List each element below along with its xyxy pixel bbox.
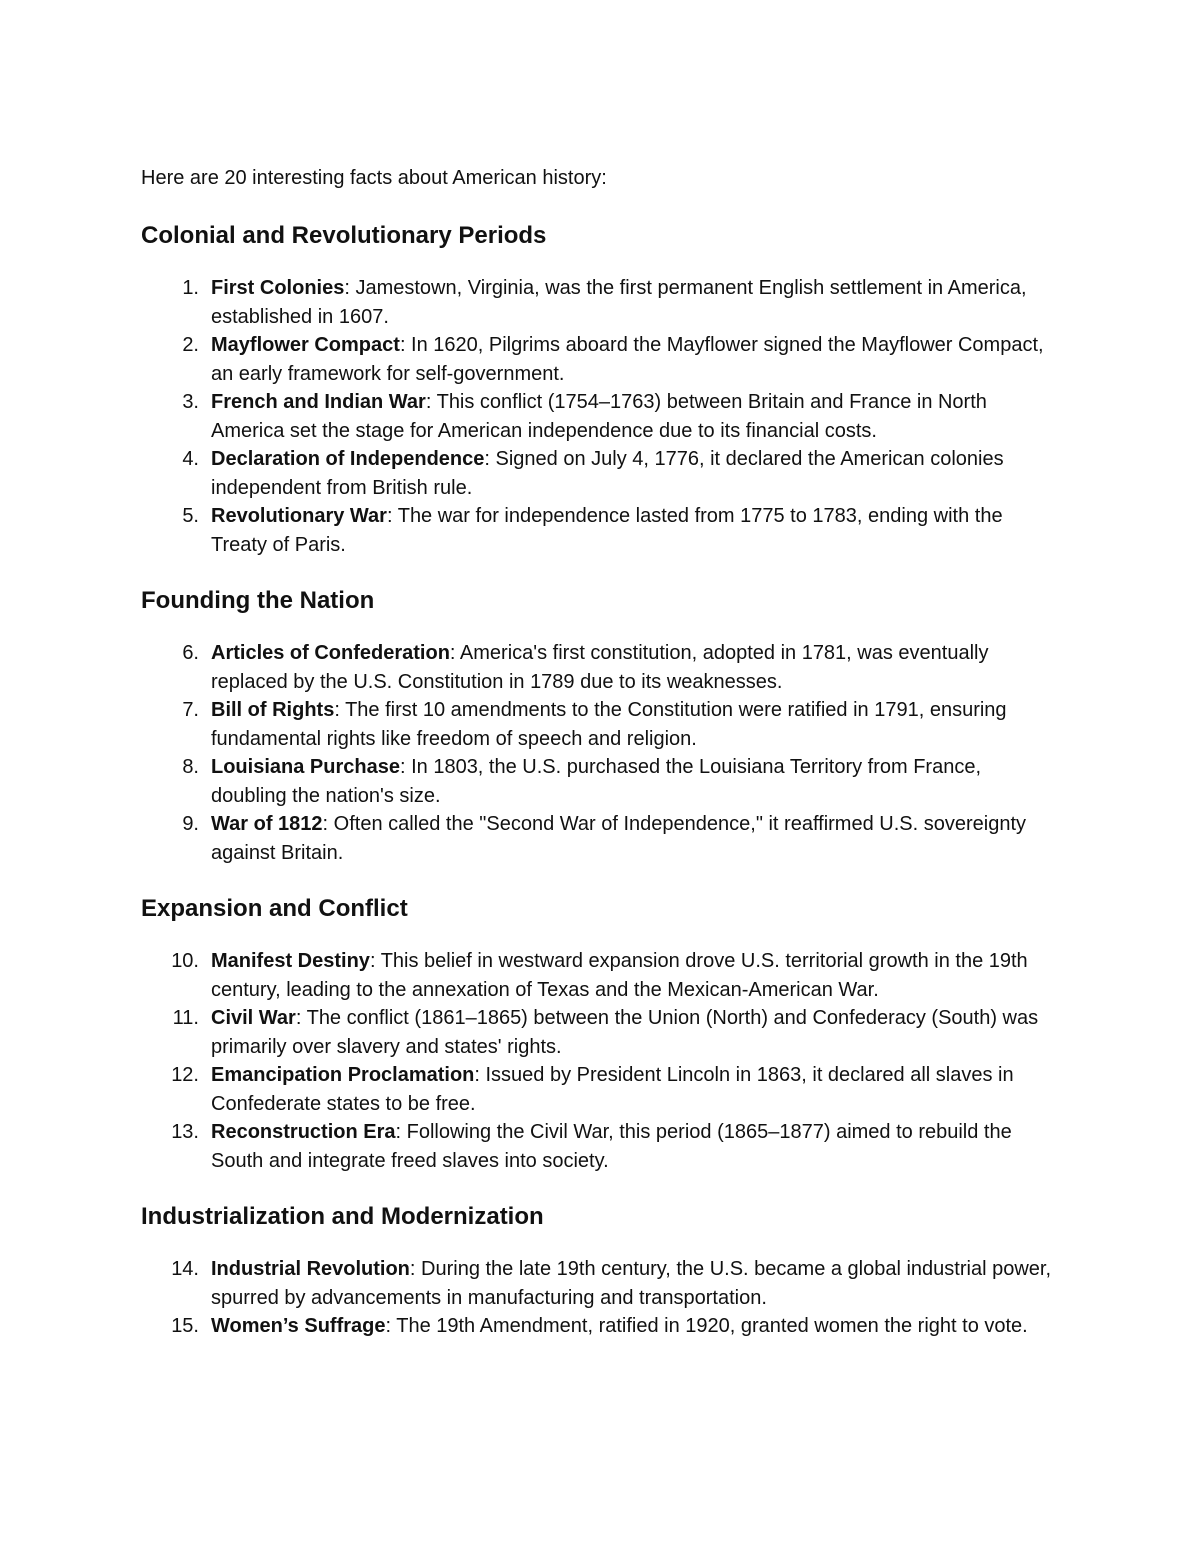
list-number: 7. [182,699,199,721]
list-item [141,1118,1061,1175]
list-item [141,274,1061,331]
fact-term: War of 1812 [211,813,323,835]
fact-term: First Colonies [211,277,345,299]
list-number: 2. [182,334,199,356]
list-item [141,947,1061,1004]
fact-text: : This conflict (1754–1763) between Britain and France in North America set the stage for American independence due to its financial costs. [211,391,987,442]
list-item [141,810,1061,867]
list-number: 11. [172,1007,199,1029]
list-item [141,331,1061,388]
list-number: 14. [171,1258,199,1280]
fact-term: Emancipation Proclamation [211,1064,475,1086]
fact-term: Women’s Suffrage [211,1315,386,1337]
fact-term: Articles of Confederation [211,642,450,664]
fact-text: : In 1620, Pilgrims aboard the Mayflower signed the Mayflower Compact, an early framework for self-government. [211,334,1044,385]
list-number: 13. [171,1121,199,1143]
fact-term: Industrial Revolution [211,1258,410,1280]
fact-term: French and Indian War [211,391,426,413]
list-number: 5. [182,505,199,527]
fact-text: : Jamestown, Virginia, was the first permanent English settlement in America, established in 1607. [211,277,1027,328]
list-number: 12. [171,1064,199,1086]
list-item [141,639,1061,696]
fact-term: Manifest Destiny [211,950,370,972]
section-heading-founding: Founding the Nation [141,587,375,614]
list-number: 3. [182,391,199,413]
list-number: 1. [182,277,199,299]
list-item [141,696,1061,753]
list-item [141,1004,1061,1061]
fact-text: : In 1803, the U.S. purchased the Louisiana Territory from France, doubling the nation's size. [211,756,982,807]
fact-list-colonial [141,274,1061,559]
fact-text: : Often called the "Second War of Independence," it reaffirmed U.S. sovereignty against Britain. [211,813,1026,864]
list-item [141,1312,1061,1341]
fact-text: : This belief in westward expansion drove U.S. territorial growth in the 19th century, leading to the annexation of Texas and the Mexican-American War. [211,950,1028,1001]
fact-term: Revolutionary War [211,505,387,527]
fact-text: : The war for independence lasted from 1775 to 1783, ending with the Treaty of Paris. [211,505,1003,556]
fact-text: : America's first constitution, adopted in 1781, was eventually replaced by the U.S. Constitution in 1789 due to its weaknesses. [211,642,989,693]
list-number: 9. [182,813,199,835]
fact-list-founding [141,639,1061,867]
list-item [141,388,1061,445]
section-heading-industrialization: Industrialization and Modernization [141,1203,544,1230]
section-heading-colonial: Colonial and Revolutionary Periods [141,222,547,249]
fact-term: Civil War [211,1007,296,1029]
list-number: 8. [182,756,199,778]
list-item [141,753,1061,810]
fact-term: Reconstruction Era [211,1121,396,1143]
list-number: 10. [171,950,199,972]
list-item [141,502,1061,559]
fact-list-industrialization [141,1255,1061,1341]
list-number: 6. [182,642,199,664]
section-heading-expansion: Expansion and Conflict [141,895,408,922]
fact-term: Mayflower Compact [211,334,400,356]
fact-term: Declaration of Independence [211,448,485,470]
fact-text: : Issued by President Lincoln in 1863, it declared all slaves in Confederate states to be free. [211,1064,1014,1115]
list-item [141,445,1061,502]
fact-term: Louisiana Purchase [211,756,400,778]
document-page [141,163,1061,1367]
list-item [141,1061,1061,1118]
intro-text: Here are 20 interesting facts about American history: [141,167,607,189]
list-number: 4. [182,448,199,470]
fact-text: : Following the Civil War, this period (1865–1877) aimed to rebuild the South and integrate freed slaves into society. [211,1121,1012,1172]
list-number: 15. [171,1315,199,1337]
fact-text: : The first 10 amendments to the Constitution were ratified in 1791, ensuring fundamental rights like freedom of speech and religion. [211,699,1007,750]
fact-list-expansion [141,947,1061,1175]
fact-text: : The 19th Amendment, ratified in 1920, granted women the right to vote. [385,1315,1028,1337]
fact-term: Bill of Rights [211,699,335,721]
fact-text: : Signed on July 4, 1776, it declared the American colonies independent from British rule. [211,448,1004,499]
fact-text: : The conflict (1861–1865) between the Union (North) and Confederacy (South) was primarily over slavery and states' rights. [211,1007,1039,1058]
fact-text: : During the late 19th century, the U.S. became a global industrial power, spurred by advancements in manufacturing and transportation. [211,1258,1052,1309]
list-item [141,1255,1061,1312]
